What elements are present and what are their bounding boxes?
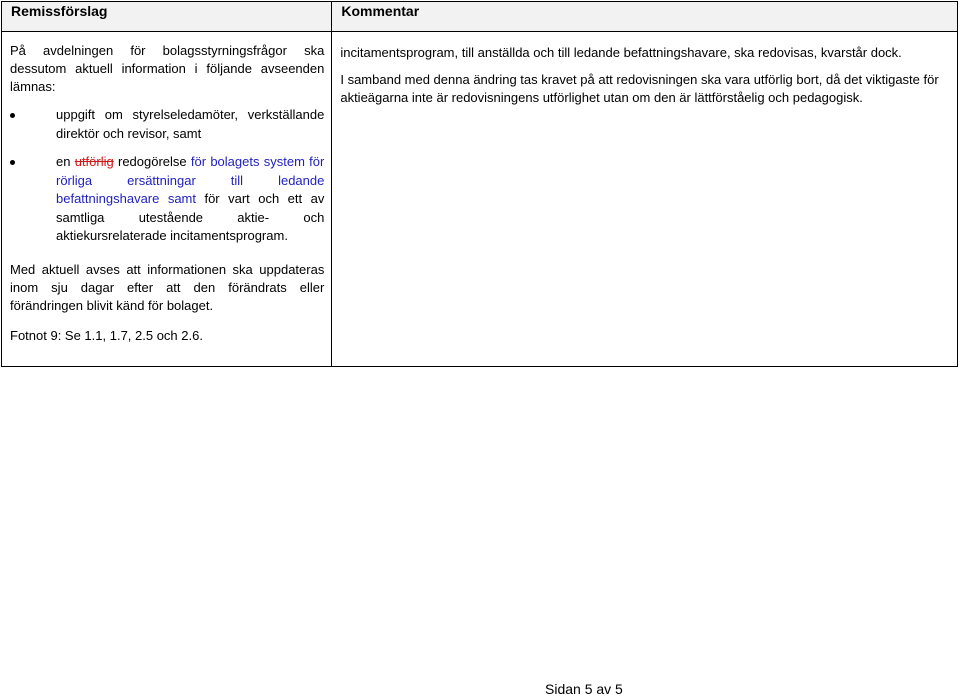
bullet-word: en: [56, 154, 71, 169]
list-item: [10, 153, 324, 246]
header-kommentar: Kommentar: [332, 2, 958, 32]
proposal-cell: [2, 32, 332, 367]
page-number: Sidan 5 av 5: [545, 681, 623, 697]
comment-paragraph: incitamentsprogram, till anställda och till ledande befattningshavare, ska redovisas, kvarstår dock.: [340, 45, 902, 60]
definition-paragraph: Med aktuell avses att informationen ska uppdateras inom sju dagar efter att den förändrats eller förändringen blivit känd för bolaget.: [10, 261, 325, 313]
intro-paragraph: På avdelningen för bolagsstyrningsfrågor ska dessutom aktuell information i följande avseenden lämnas:: [10, 43, 325, 94]
bullet-word: redogörelse: [118, 154, 187, 169]
footnote: Fotnot 9: Se 1.1, 1.7, 2.5 och 2.6.: [10, 327, 203, 343]
bullet-list: [10, 106, 324, 246]
inserted-text: för bolagets system för rörliga ersättningar till ledande befattningshavare samt: [56, 154, 325, 206]
bullet-text: uppgift om styrelseledamöter, verkställande direktör och revisor, samt: [56, 107, 325, 141]
table-row: [2, 32, 958, 367]
bullet-icon: [10, 160, 15, 165]
deleted-text: utförlig: [74, 154, 114, 169]
bullet-text: för vart och ett av samtliga utestående aktie- och aktiekursrelaterade incitamentsprogram.: [56, 191, 325, 243]
remiss-table: [1, 1, 958, 367]
list-item: [10, 106, 324, 143]
comment-paragraph: I samband med denna ändring tas kravet på att redovisningen ska vara utförlig bort, då det viktigaste för aktieägarna inte är redovisningens utförlighet utan om den är lättförståelig och pedagogisk.: [340, 72, 939, 105]
header-remissforslag: Remissförslag: [2, 2, 332, 32]
table-header-row: [2, 2, 958, 32]
bullet-icon: [10, 113, 15, 118]
comment-cell: [332, 32, 958, 367]
